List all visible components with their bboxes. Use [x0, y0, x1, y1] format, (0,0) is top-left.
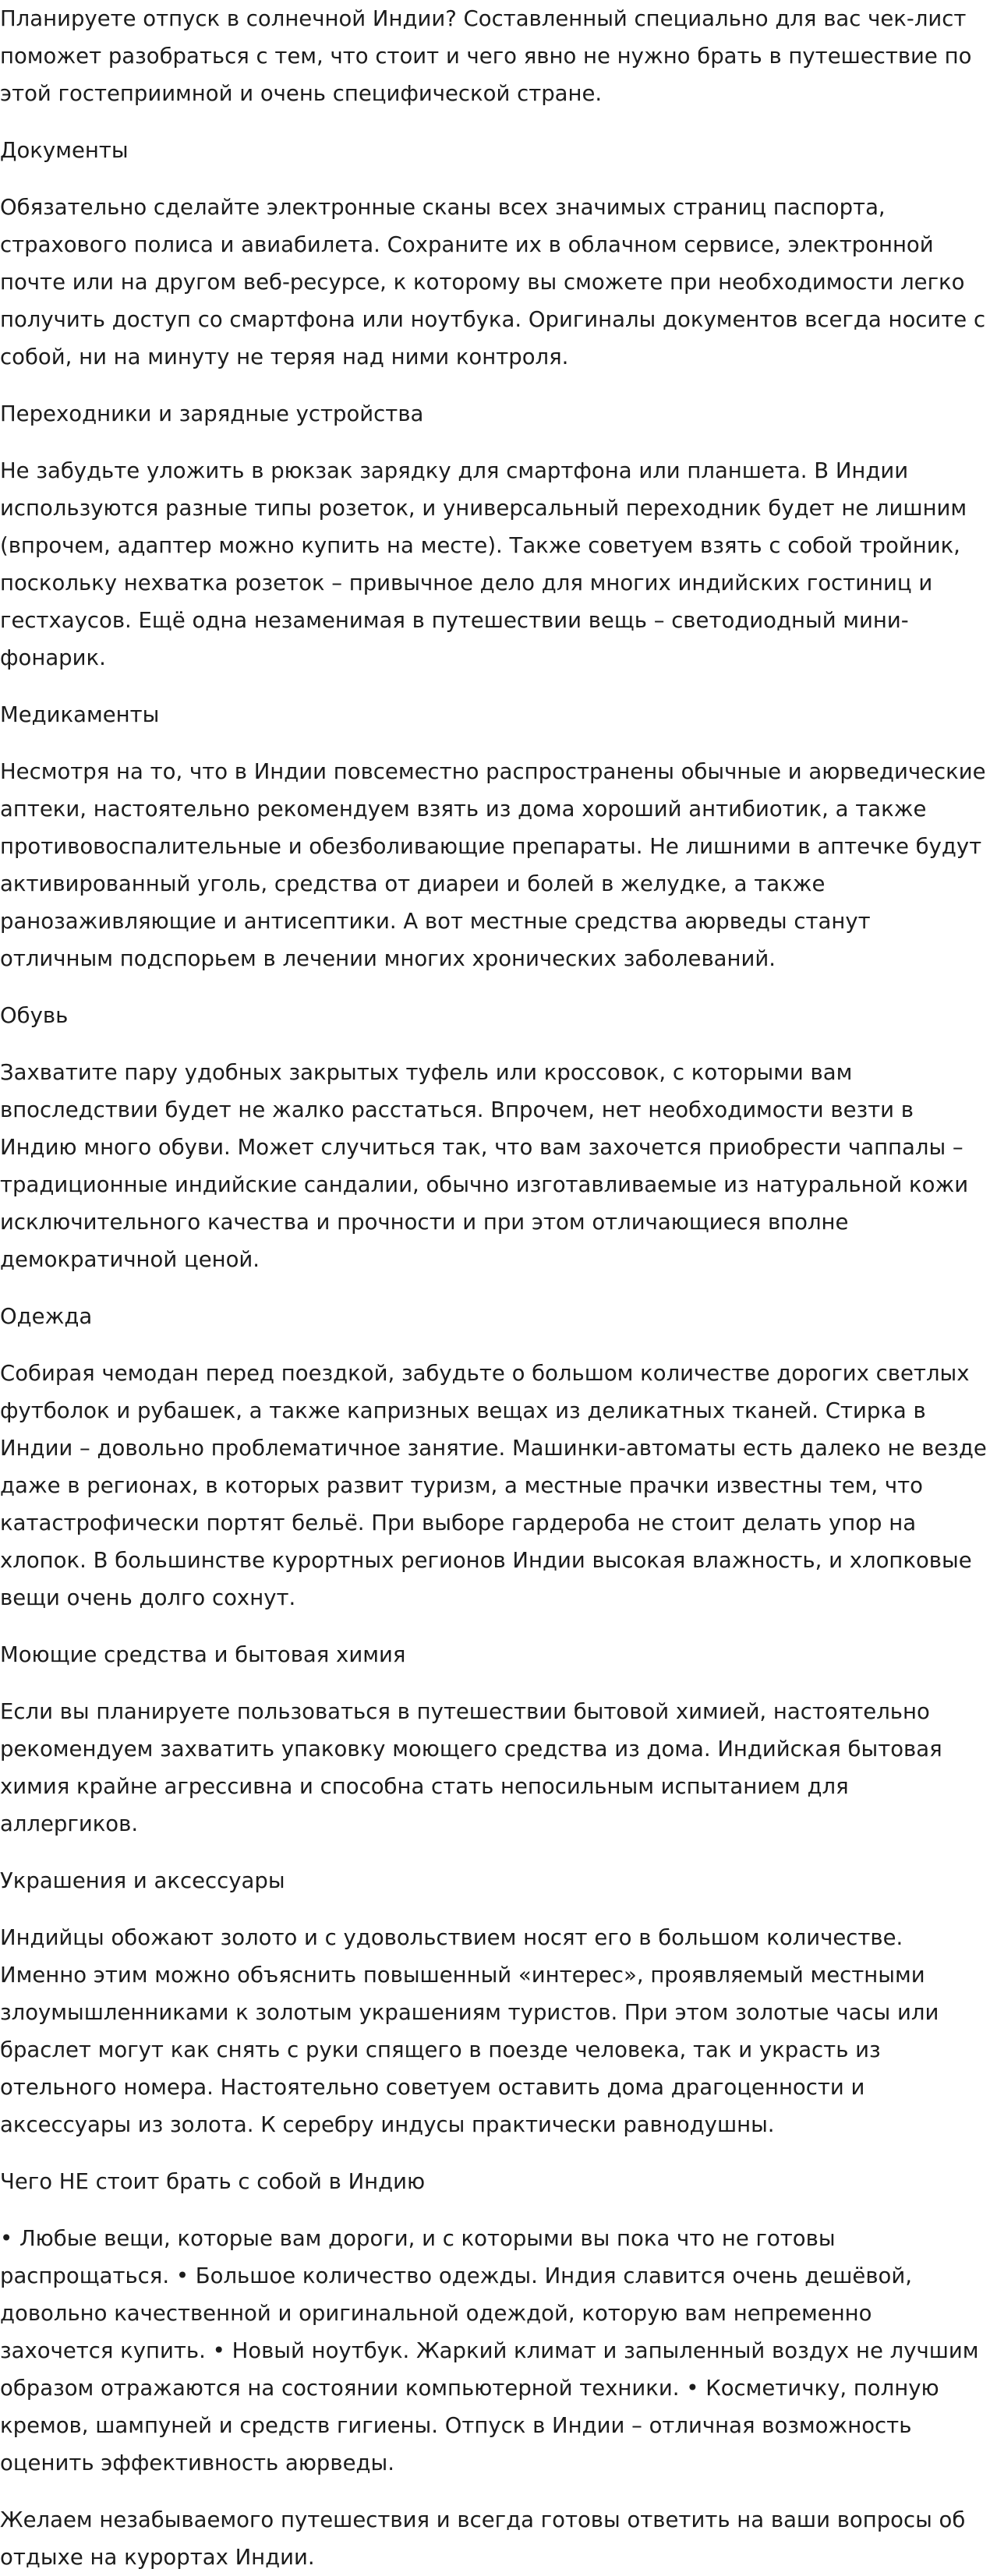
section-body-jewelry: Индийцы обожают золото и с удовольствием носят его в большом количестве. Именно этим можно объяснить повышенный «интерес», проявляемый местными злоумышленниками к золотым украшениям туристов. При этом золотые часы или браслет могут как снять с руки спящего в поезде человека, так и украсть из отельного номера. Настоятельно советуем оставить дома драгоценности и аксессуары из золота. К серебру индусы практически равнодушны.	[0, 1925, 939, 2137]
section-heading-not-to-take: Чего НЕ стоит брать с собой в Индию	[0, 2169, 426, 2194]
section-body-shoes: Захватите пару удобных закрытых туфель или кроссовок, с которыми вам впоследствии будет не жалко расстаться. Впрочем, нет необходимости везти в Индию много обуви. Может случиться так, что вам захочется приобрести чаппалы – традиционные индийские сандалии, обычно изготавливаемые из натуральной кожи исключительного качества и прочности и при этом отличающиеся вполне демократичной ценой.	[0, 1060, 969, 1272]
section-body-medicine: Несмотря на то, что в Индии повсеместно распространены обычные и аюрведические аптеки, настоятельно рекомендуем взять из дома хороший антибиотик, а также противовоспалительные и обезболивающие препараты. Не лишними в аптечке будут активированный уголь, средства от диареи и болей в желудке, а также ранозаживляющие и антисептики. А вот местные средства аюрведы станут отличным подспорьем в лечении многих хронических заболеваний.	[0, 759, 986, 971]
section-heading-shoes: Обувь	[0, 1003, 69, 1028]
intro-paragraph: Планируете отпуск в солнечной Индии? Составленный специально для вас чек-лист поможет разобраться с тем, что стоит и чего явно не нужно брать в путешествие по этой гостеприимной и очень специфической стране.	[0, 6, 972, 106]
section-body-not-to-take: • Любые вещи, которые вам дороги, и с которыми вы пока что не готовы распрощаться. • Большое количество одежды. Индия славится очень дешёвой, довольно качественной и оригинальной одеждой, которую вам непременно захочется купить. • Новый ноутбук. Жаркий климат и запыленный воздух не лучшим образом отражаются на состоянии компьютерной техники. • Косметичку, полную кремов, шампуней и средств гигиены. Отпуск в Индии – отличная возможность оценить эффективность аюрведы.	[0, 2226, 979, 2475]
section-heading-medicine: Медикаменты	[0, 702, 160, 727]
section-body-clothes: Собирая чемодан перед поездкой, забудьте о большом количестве дорогих светлых футболок и рубашек, а также капризных вещах из деликатных тканей. Стирка в Индии – довольно проблематичное занятие. Машинки-автоматы есть далеко не везде даже в регионах, в которых развит туризм, а местные прачки известны тем, что катастрофически портят бельё. При выборе гардероба не стоит делать упор на хлопок. В большинстве курортных регионов Индии высокая влажность, и хлопковые вещи очень долго сохнут.	[0, 1361, 987, 1610]
outro-paragraph: Желаем незабываемого путешествия и всегда готовы ответить на ваши вопросы об отдыхе на курортах Индии.	[0, 2507, 966, 2570]
section-body-adapters: Не забудьте уложить в рюкзак зарядку для смартфона или планшета. В Индии используются разные типы розеток, и универсальный переходник будет не лишним (впрочем, адаптер можно купить на месте). Также советуем взять с собой тройник, поскольку нехватка розеток – привычное дело для многих индийских гостиниц и гестхаусов. Ещё одна незаменимая в путешествии вещь – светодиодный мини-фонарик.	[0, 458, 967, 670]
section-heading-clothes: Одежда	[0, 1304, 93, 1329]
section-heading-documents: Документы	[0, 138, 129, 163]
section-body-detergents: Если вы планируете пользоваться в путешествии бытовой химией, настоятельно рекомендуем захватить упаковку моющего средства из дома. Индийская бытовая химия крайне агрессивна и способна стать непосильным испытанием для аллергиков.	[0, 1699, 942, 1836]
section-heading-jewelry: Украшения и аксессуары	[0, 1868, 285, 1893]
section-body-documents: Обязательно сделайте электронные сканы всех значимых страниц паспорта, страхового полиса и авиабилета. Сохраните их в облачном сервисе, электронной почте или на другом веб-ресурсе, к которому вы сможете при необходимости легко получить доступ со смартфона или ноутбука. Оригиналы документов всегда носите с собой, ни на минуту не теряя над ними контроля.	[0, 195, 986, 369]
section-heading-detergents: Моющие средства и бытовая химия	[0, 1642, 406, 1667]
section-heading-adapters: Переходники и зарядные устройства	[0, 401, 424, 426]
